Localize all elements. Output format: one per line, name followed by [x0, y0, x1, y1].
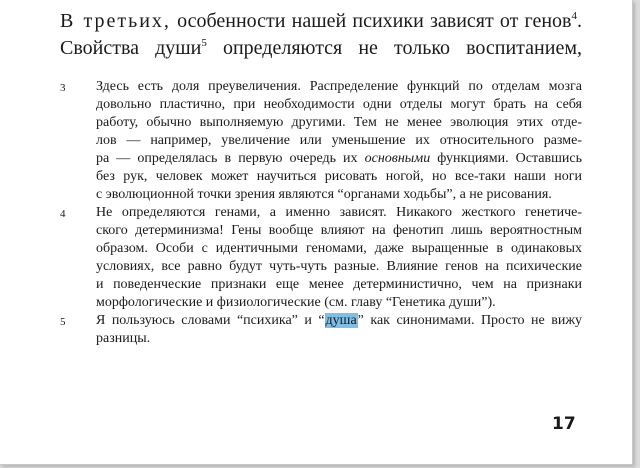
footnote-line: с эволюционной точки зрения являются “органами ходьбы”, а не рисования.	[96, 187, 552, 202]
footnote-line: условиях, все равно будут чуть-чуть разные. Влияние генов на психические	[96, 259, 582, 274]
footnote-3	[60, 78, 582, 204]
footnote-4	[60, 204, 582, 312]
body-line-2-text: определяются не только воспитанием,	[206, 37, 582, 59]
body-text	[60, 8, 582, 62]
footnote-line: Не определяются генами, а именно зависят. Никакого жесткого генетиче-	[96, 205, 582, 220]
footnote-text	[96, 204, 582, 312]
body-line-1-text: особенности нашей психики зависят от генов	[170, 10, 572, 32]
footnote-line: работу, обычно выполняемую другими. Тем не менее эволюция этих отде-	[96, 115, 582, 130]
footnote-line: образом. Особи с идентичными геномами, даже выращенные в одинаковых	[96, 241, 582, 256]
footnote-ref-4[interactable]: 4	[571, 10, 577, 22]
footnote-text	[96, 312, 582, 348]
footnote-line: без рук, человек может научиться рисовать ногой, но все-таки наши ноги	[96, 169, 582, 184]
footnote-5-after: ” как синонимами. Просто не вижу	[357, 313, 582, 328]
body-line-2-word: Свойства души	[60, 37, 202, 59]
footnote-line: ра — определялась в первую очередь их основными функциями. Оставшись	[96, 151, 582, 166]
body-line-1	[60, 8, 582, 35]
footnote-line: лов — например, увеличение или уменьшение их относительного разме-	[96, 133, 582, 148]
body-line-2	[60, 35, 582, 62]
footnote-line	[96, 312, 582, 330]
footnote-line: разницы.	[96, 331, 151, 346]
emphasized-word: основными	[364, 151, 431, 166]
selected-word-highlight[interactable]: душа	[325, 313, 357, 328]
footnote-5-before: Я пользуюсь словами “психика” и “	[96, 313, 325, 328]
footnote-line: и поведенческие признаки еще менее детерминистично, чем на признаки	[96, 277, 582, 292]
footnote-line: Здесь есть доля преувеличения. Распределение функций по отделам мозга	[96, 79, 582, 94]
footnote-ref-5[interactable]: 5	[201, 37, 207, 49]
footnote-number: 3	[60, 82, 66, 94]
footnote-line: морфологические и физиологические (см. главу “Генетика души”).	[96, 295, 496, 310]
footnotes	[60, 78, 582, 348]
page-number: 17	[552, 414, 576, 434]
footnote-5	[60, 312, 582, 348]
lead-in-words: В третьих,	[60, 10, 171, 32]
footnote-line: довольно пластично, при необходимости одни отделы могут брать на себя	[96, 97, 582, 112]
footnote-text	[96, 78, 582, 204]
footnote-number: 5	[60, 316, 66, 328]
footnote-line: ского детерминизма! Гены вообще влияют на фенотип лишь вероятностным	[96, 223, 582, 238]
body-line-1-end: .	[577, 10, 582, 32]
footnote-number: 4	[60, 208, 66, 220]
